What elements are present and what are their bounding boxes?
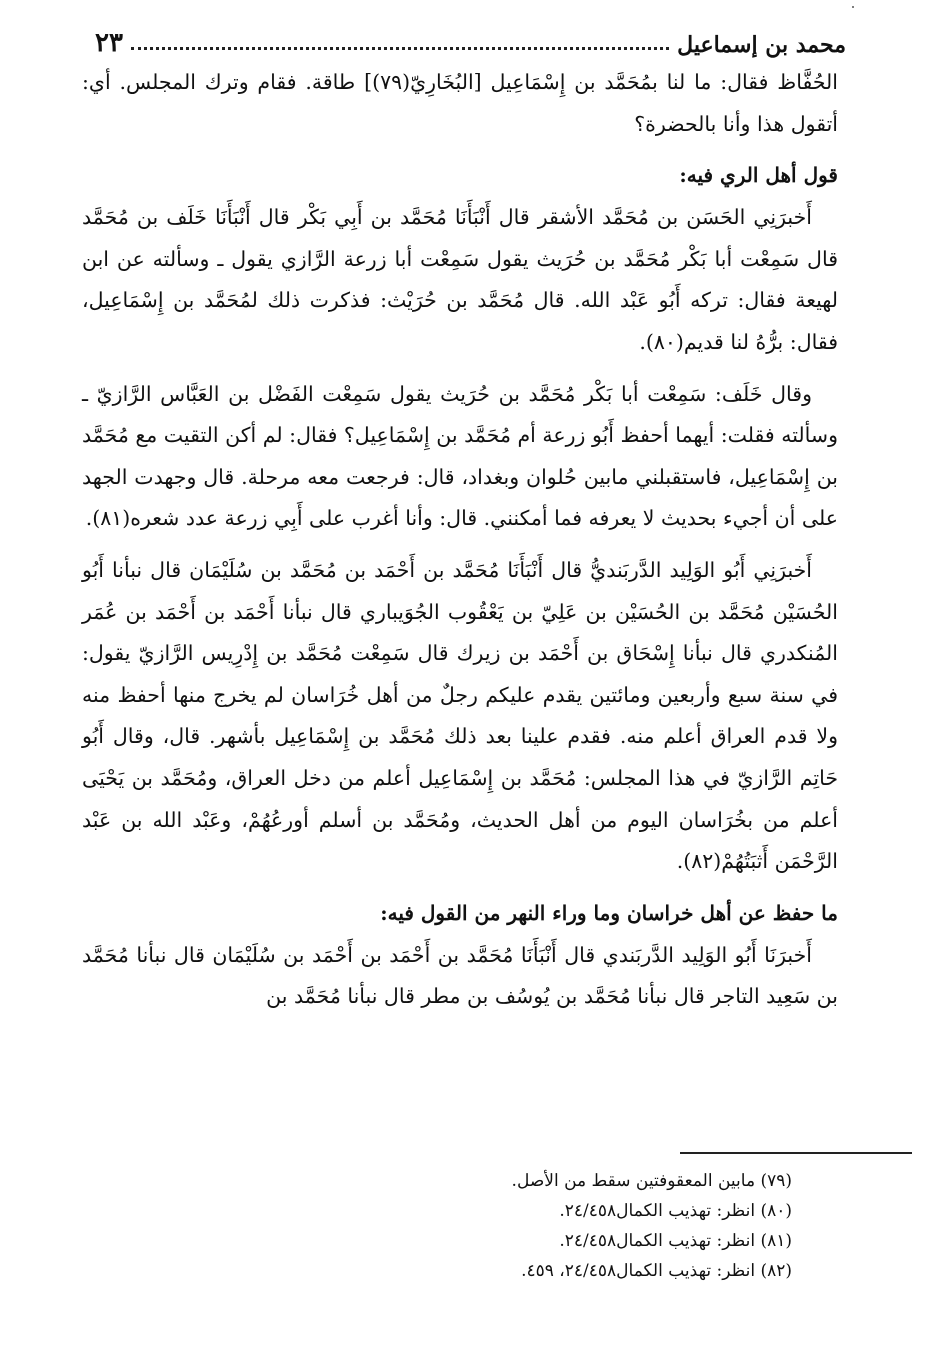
- footnote: (٧٩) مابين المعقوفتين سقط من الأصل.: [511, 1171, 792, 1191]
- section-heading-rayy: قول أهل الري فيه:: [679, 163, 838, 188]
- main-text: [82, 62, 838, 1018]
- footnote: (٨١) انظر: تهذيب الكمال٢٤/٤٥٨.: [559, 1231, 792, 1251]
- paragraph: وقال خَلَف: سَمِعْت أبا بَكْر مُحَمَّد بن حُرَيث يقول سَمِعْت الفَضْل بن العَبَّاس الرَّازيّ ـ وسألته فقلت: أيهما أحفظ أَبُو زرعة أم مُحَمَّد بن إِسْمَاعِيل؟ فقال: لم أكن التقيت مع مُحَمَّد بن إِسْمَاعِيل، فاستقبلني مابين حُلوان وبغداد، قال: فرجعت معه مرحلة. قال وجهدت الجهد على أن أجيء بحديث لا يعرفه فما أمكنني. قال: وأنا أغرب على أَبِي زرعة عدد شعره(٨١).: [82, 381, 838, 531]
- dotted-leader: [131, 47, 669, 50]
- footnote: (٨٢) انظر: تهذيب الكمال٢٤/٤٥٨، ٤٥٩.: [521, 1261, 792, 1281]
- paragraph: أَخبرَنَا أَبُو الوَلِيد الدَّربَندي قال أَنْبَأَنَا مُحَمَّد بن أَحْمَد بن أَحْمَد بن سُلَيْمَان قال نبأنا مُحَمَّد بن سَعِيد التاجر قال نبأنا مُحَمَّد بن يُوسُف بن مطر قال نبأنا مُحَمَّد بن: [82, 942, 838, 1009]
- paragraph: أَخبرَنِي الحَسَن بن مُحَمَّد الأشقر قال أَنْبَأَنَا مُحَمَّد بن أَبِي بَكْر قال أَنْبَأَنَا خَلَف بن مُحَمَّد قال سَمِعْت أبا بَكْر مُحَمَّد بن حُرَيث يقول سَمِعْت أبا زرعة الرَّازي يقول ـ وسألته عن ابن لهيعة فقال: تركه أَبُو عَبْد الله. قال مُحَمَّد بن حُرَيْث: فذكرت ذلك لمُحَمَّد بن إِسْمَاعِيل، فقال: برُّهُ لنا قديم(٨٠).: [82, 205, 838, 354]
- page-number: ٢٣: [95, 28, 123, 58]
- footnote: (٨٠) انظر: تهذيب الكمال٢٤/٤٥٨.: [559, 1201, 792, 1221]
- paragraph: أَخبرَنِي أَبُو الوَلِيد الدَّربَنديُّ قال أَنْبَأَنَا مُحَمَّد بن أَحْمَد بن مُحَمَّد بن سُلَيْمَان قال نبأنا أَبُو الحُسَيْن مُحَمَّد بن الحُسَيْن بن عَلِيّ بن يَعْقُوب الجُوَيباري قال نبأنا أَحْمَد بن أَحْمَد بن عُمَر المُنكدري قال نبأنا إِسْحَاق بن أَحْمَد بن زيرك قال سَمِعْت مُحَمَّد بن إِدْرِيس الرَّازيّ يقول: في سنة سبع وأربعين ومائتين يقدم عليكم رجلٌ من أهل خُرَاسان لم يخرج منها أحفظ منه ولا قدم العراق أعلم منه. فقدم علينا بعد ذلك مُحَمَّد بن إِسْمَاعِيل بأشهر. قال، وقال أَبُو حَاتِم الرَّازيّ في هذا المجلس: مُحَمَّد بن إِسْمَاعِيل أعلم من دخل العراق، ومُحَمَّد بن يَحْيَى أعلم من بخُرَاسان اليوم من أهل الحديث، ومُحَمَّد بن أسلم أورعُهُمْ، وعَبْد الله بن عَبْد الرَّحْمَن أَثبَتُهُمْ(٨٢).: [82, 557, 838, 874]
- running-title: محمد بن إسماعيل: [677, 32, 846, 58]
- section-heading-khurasan: ما حفظ عن أهل خراسان وما وراء النهر من القول فيه:: [380, 900, 838, 925]
- opening-paragraph: الحُفَّاظ فقال: ما لنا بمُحَمَّد بن إِسْمَاعِيل [البُخَارِيّ(٧٩)] طاقة. فقام وترك المجلس. أي: أتقول هذا وأنا بالحضرة؟: [82, 70, 838, 136]
- footnotes: [300, 1166, 792, 1286]
- footnote-separator: [680, 1152, 912, 1154]
- scan-speck: [852, 6, 854, 8]
- page-header: [95, 20, 846, 58]
